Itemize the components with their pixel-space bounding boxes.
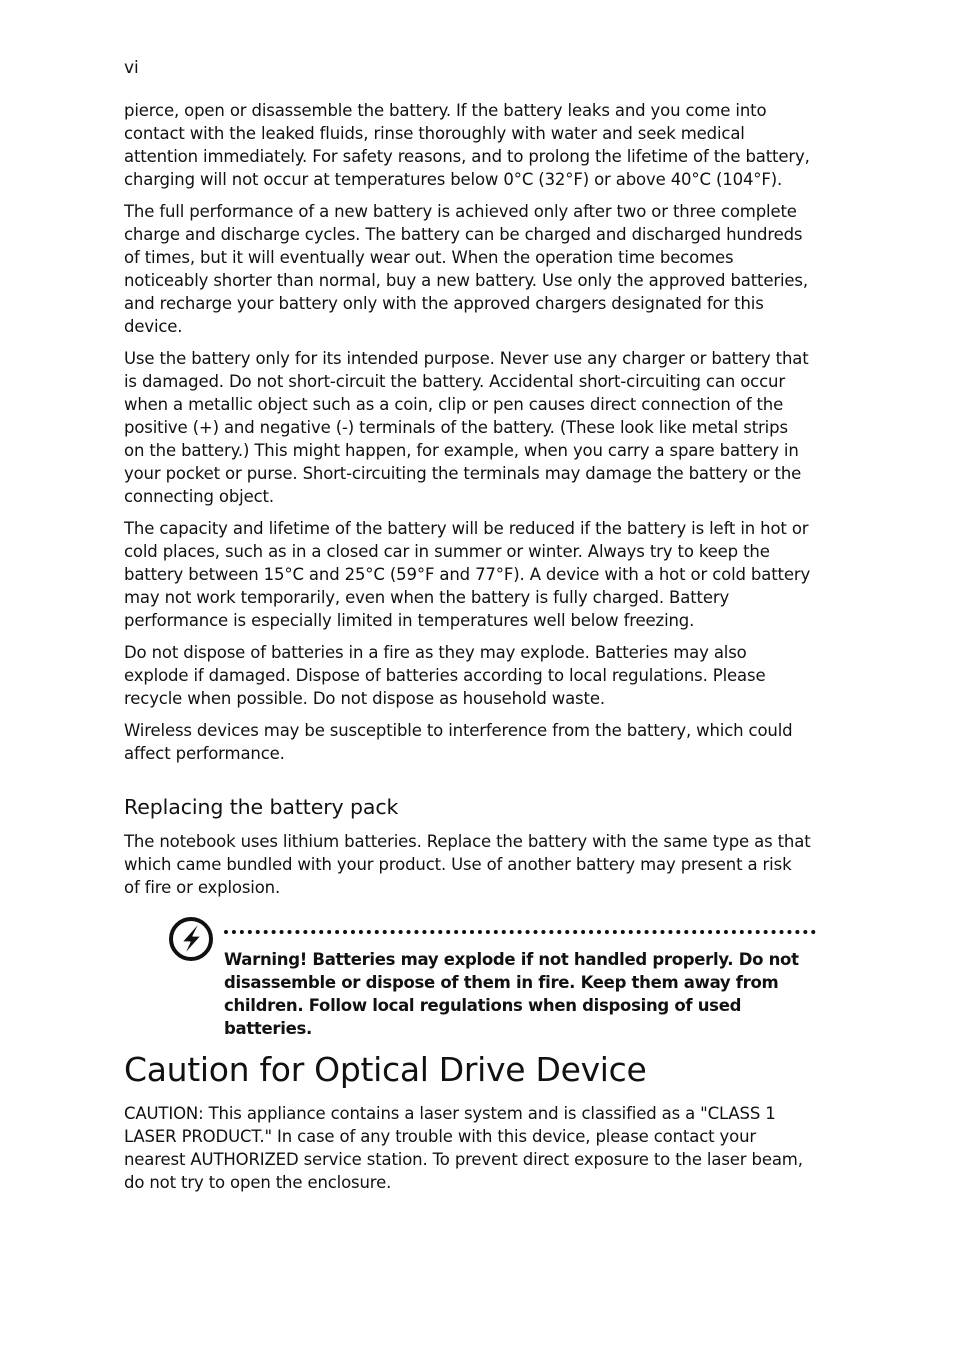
lightning-warning-icon	[168, 916, 214, 962]
warning-text: Warning! Batteries may explode if not handled properly. Do not disassemble or dispose of them in fire. Keep them away from children. Follow local regulations when disposing of used batteries.	[224, 950, 799, 1038]
optical-drive-heading: Caution for Optical Drive Device	[124, 1050, 647, 1089]
replacing-battery-heading: Replacing the battery pack	[124, 795, 399, 819]
warning-dotted-rule	[224, 930, 816, 934]
optical-drive-paragraph: CAUTION: This appliance contains a laser system and is classified as a "CLASS 1 LASER PRODUCT." In case of any trouble with this device, please contact your nearest AUTHORIZED service station. To prevent direct exposure to the laser beam, do not try to open the enclosure.	[124, 1104, 803, 1192]
battery-paragraph-4: The capacity and lifetime of the battery will be reduced if the battery is left in hot or cold places, such as in a closed car in summer or winter. Always try to keep the battery between 15°C and 25°C (59°F and 77°F). A device with a hot or cold battery may not work temporarily, even when the battery is fully charged. Battery performance is especially limited in temperatures well below freezing.	[124, 519, 811, 630]
battery-paragraph-1: pierce, open or disassemble the battery. If the battery leaks and you come into contact with the leaked fluids, rinse thoroughly with water and seek medical attention immediately. For safety reasons, and to prolong the lifetime of the battery, charging will not occur at temperatures below 0°C (32°F) or above 40°C (104°F).	[124, 101, 810, 189]
battery-paragraph-3: Use the battery only for its intended purpose. Never use any charger or battery that is damaged. Do not short-circuit the battery. Accidental short-circuiting can occur when a metallic object such as a coin, clip or pen causes direct connection of the positive (+) and negative (-) terminals of the battery. (These look like metal strips on the battery.) This might happen, for example, when you carry a spare battery in your pocket or purse. Short-circuiting the terminals may damage the battery or the connecting object.	[124, 349, 809, 506]
replacing-battery-paragraph: The notebook uses lithium batteries. Replace the battery with the same type as that which came bundled with your product. Use of another battery may present a risk of fire or explosion.	[124, 832, 811, 897]
document-body	[124, 99, 812, 1203]
battery-paragraph-2: The full performance of a new battery is achieved only after two or three complete charge and discharge cycles. The battery can be charged and discharged hundreds of times, but it will eventually wear out. When the operation time becomes noticeably shorter than normal, buy a new battery. Use only the approved batteries, and recharge your battery only with the approved chargers designated for this device.	[124, 202, 808, 336]
warning-callout	[124, 908, 812, 1048]
page-number: vi	[124, 58, 139, 78]
battery-paragraph-6: Wireless devices may be susceptible to interference from the battery, which could affect performance.	[124, 721, 793, 763]
battery-paragraph-5: Do not dispose of batteries in a fire as they may explode. Batteries may also explode if damaged. Dispose of batteries according to local regulations. Please recycle when possible. Do not dispose as household waste.	[124, 643, 766, 708]
